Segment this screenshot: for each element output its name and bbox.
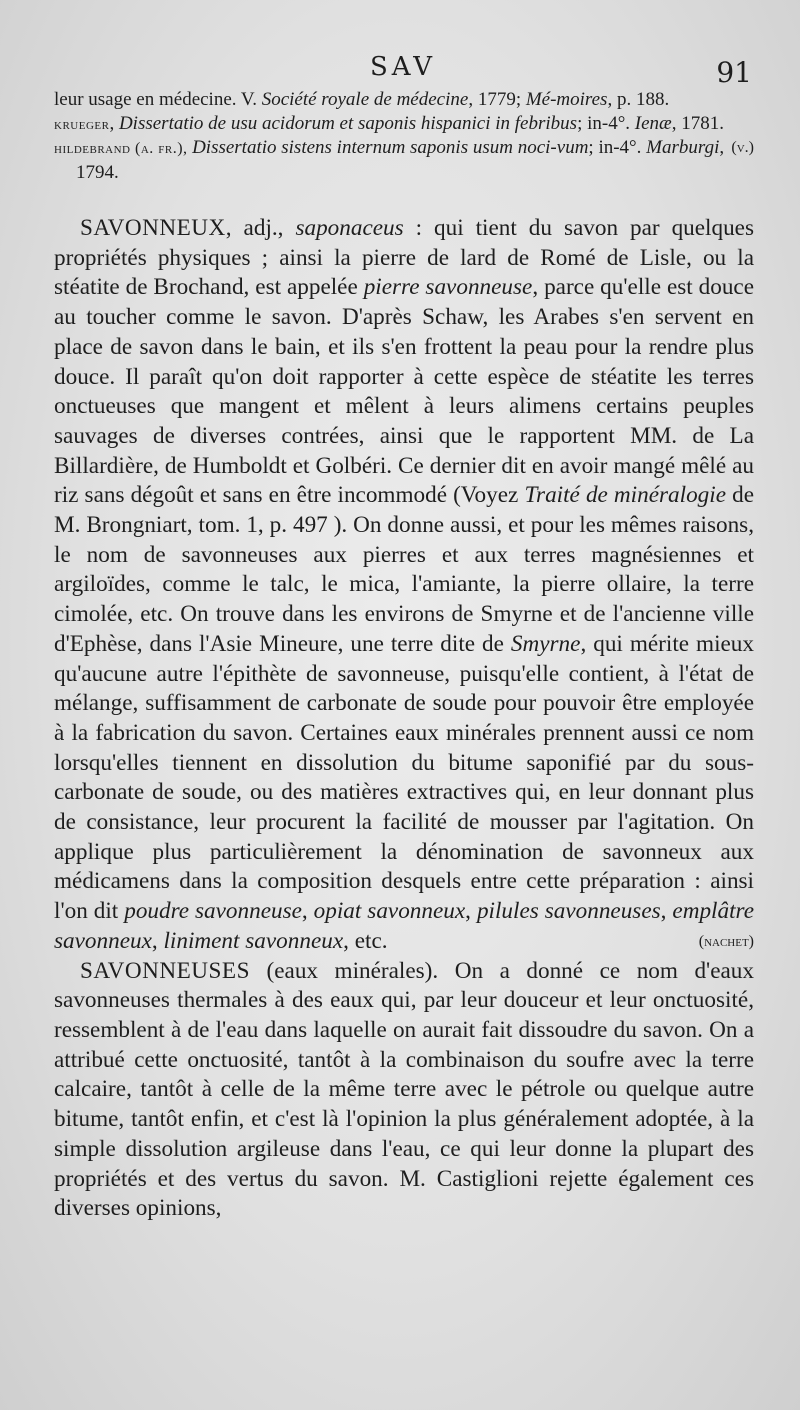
reference-author: krueger (54, 115, 110, 133)
reference-line-2: krueger, Dissertatio de usu acidorum et saponis hispanici in febribus; in-4°. Ienæ, 1781. (54, 112, 724, 134)
author-signature: (nachet) (698, 932, 754, 950)
page-number: 91 (716, 56, 752, 89)
entry-headword: SAVONNEUX (80, 215, 226, 241)
entry-headword: SAVONNEUSES (80, 957, 250, 984)
reference-tag: (v.) (731, 139, 754, 156)
reference-title: Dissertatio de usu acidorum et saponis hispanici in febribus (118, 112, 578, 134)
running-head: SAV (369, 52, 437, 82)
page-body (54, 88, 754, 1224)
entry-savonneuses: SAVONNEUSES (eaux minérales). On a donné ce nom d'eaux savonneuses thermales à des eaux qui, par leur douceur et leur onctuosité, ressemblent à de l'eau dans laquelle on aurait fait dissoudre du savon. On a attribué cette onctuosité, tantôt à la combinaison du soufre avec la terre calcaire, tantôt à celle de la même terre avec le pétrole ou quelque autre bitume, tantôt enfin, et c'est là l'opinion la plus généralement adoptée, à la simple dissolution argileuse dans l'eau, ce qui leur donne la plupart des propriétés et des vertus du savon. M. Castiglioni rejette également ces diverses opinions, (54, 957, 754, 1222)
reference-line-3: (v.) hildebrand (a. fr.), Dissertatio sistens internum saponis usum noci-vum; in-4°. Marburgi, 1794. (54, 137, 754, 183)
entry-savonneux: SAVONNEUX, adj., saponaceus : qui tient du savon par quelques propriétés physiques ; ainsi la pierre de lard de Romé de Lisle, ou la stéatite de Brochand, est appelée pierre savonneuse, parce qu'elle est douce au toucher comme le savon. D'après Schaw, les Arabes s'en servent en place de savon dans le bain, et ils s'en frottent la peau pour la rendre plus douce. Il paraît qu'on doit rapporter à cette espèce de stéatite les terres onctueuses que mangent et mêlent à leurs alimens certains peuples sauvages de diverses contrées, ainsi que le rapportent MM. de La Billardière, de Humboldt et Golbéri. Ce dernier dit en avoir mangé mêlé au riz sans dégoût et sans en être incommodé (Voyez Traité de minéralogie de M. Brongniart, tom. 1, p. 497 ). On donne aussi, et pour les mêmes raisons, le nom de savonneuses aux pierres et aux terres magnésiennes et argiloïdes, comme le talc, le mica, l'amiante, la pierre ollaire, la terre cimolée, etc. On trouve dans les environs de Smyrne et de l'ancienne ville d'Ephèse, dans l'Asie Mineure, une terre dite de Smyrne, qui mérite mieux qu'aucune autre l'épithète de savonneuse, puisqu'elle contient, à l'état de mélange, suffisamment de carbonate de soude pour pouvoir être employée à la fabrication du savon. Certaines eaux minérales prennent aussi ce nom lorsqu'elles tiennent en dissolution du bitume saponifié par du sous-carbonate de soude, ou des matières extractives qui, en leur donnant plus de consistance, leur procurent la facilité de mousser par l'agitation. On applique plus particulièrement la dénomination de savonneux aux médicamens dans la composition desquels entre cette préparation : ainsi l'on dit poudre savonneuse, opiat savonneux, pilules savonneuses, emplâtre savonneux, liniment savonneux, etc. (nachet) (54, 214, 754, 957)
reference-title: Dissertatio sistens internum saponis usum noci-vum (192, 137, 589, 158)
page-header (54, 52, 752, 92)
reference-author: hildebrand (54, 140, 131, 157)
reference-line-1: leur usage en médecine. V. Société royale de médecine, 1779; Mé-moires, p. 188. (54, 89, 670, 110)
